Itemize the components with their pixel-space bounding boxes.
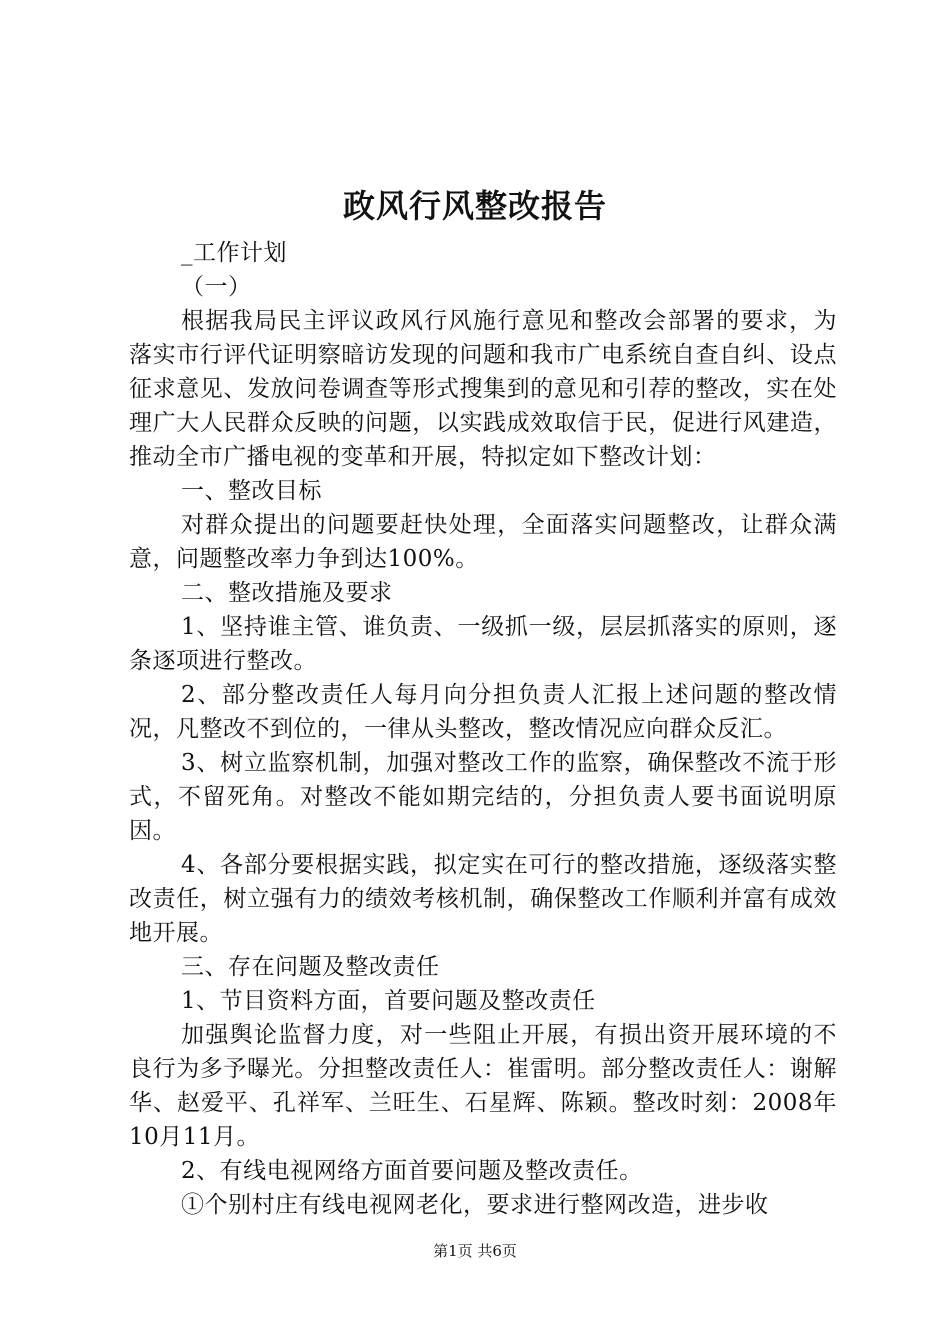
- paragraph-problem-2-item-1: ①个别村庄有线电视网老化，要求进行整网改造，进步收: [181, 1192, 769, 1218]
- paragraph-measure-1: 1、坚持谁主管、谁负责、一级抓一级，层层抓落实的原则，逐条逐项进行整改。: [129, 614, 837, 674]
- paragraph-measure-2: 2、部分整改责任人每月向分担负责人汇报上述问题的整改情况，凡整改不到位的，一律从头整改，整改情况应向群众反汇。: [129, 682, 837, 742]
- paragraph-goal: 对群众提出的问题要赶快处理，全面落实问题整改，让群众满意，问题整改率力争到达100%。: [129, 512, 837, 572]
- heading-measures: 二、整改措施及要求: [181, 580, 393, 606]
- paragraph-section-marker: （一）: [181, 274, 252, 300]
- paragraph-problem-2-heading: 2、有线电视网络方面首要问题及整改责任。: [181, 1158, 643, 1184]
- paragraph-problem-1-heading: 1、节目资料方面，首要问题及整改责任: [181, 988, 596, 1014]
- heading-problems: 三、存在问题及整改责任: [181, 954, 440, 980]
- paragraph-measure-4: 4、各部分要根据实践，拟定实在可行的整改措施，逐级落实整改责任，树立强有力的绩效考核机制，确保整改工作顺利并富有成效地开展。: [129, 852, 837, 946]
- paragraph-problem-1: 加强舆论监督力度，对一些阻止开展，有损出资开展环境的不良行为多予曝光。分担整改责任人：崔雷明。部分整改责任人：谢解华、赵爱平、孔祥军、兰旺生、石星辉、陈颖。整改时刻：2008年10月11月。: [129, 1022, 837, 1150]
- paragraph-subtitle: _工作计划: [181, 240, 287, 266]
- document-title: 政风行风整改报告: [342, 187, 607, 225]
- page-footer: 第1页 共6页: [433, 1242, 517, 1260]
- document-body: [129, 236, 837, 1222]
- paragraph-measure-3: 3、树立监察机制，加强对整改工作的监察，确保整改不流于形式，不留死角。对整改不能如期完结的，分担负责人要书面说明原因。: [129, 750, 837, 844]
- heading-goal: 一、整改目标: [181, 478, 322, 504]
- paragraph-intro: 根据我局民主评议政风行风施行意见和整改会部署的要求，为落实市行评代证明察暗访发现的问题和我市广电系统自查自纠、设点征求意见、发放问卷调查等形式搜集到的意见和引荐的整改，实在处理广大人民群众反映的问题，以实践成效取信于民，促进行风建造，推动全市广播电视的变革和开展，特拟定如下整改计划：: [129, 308, 837, 470]
